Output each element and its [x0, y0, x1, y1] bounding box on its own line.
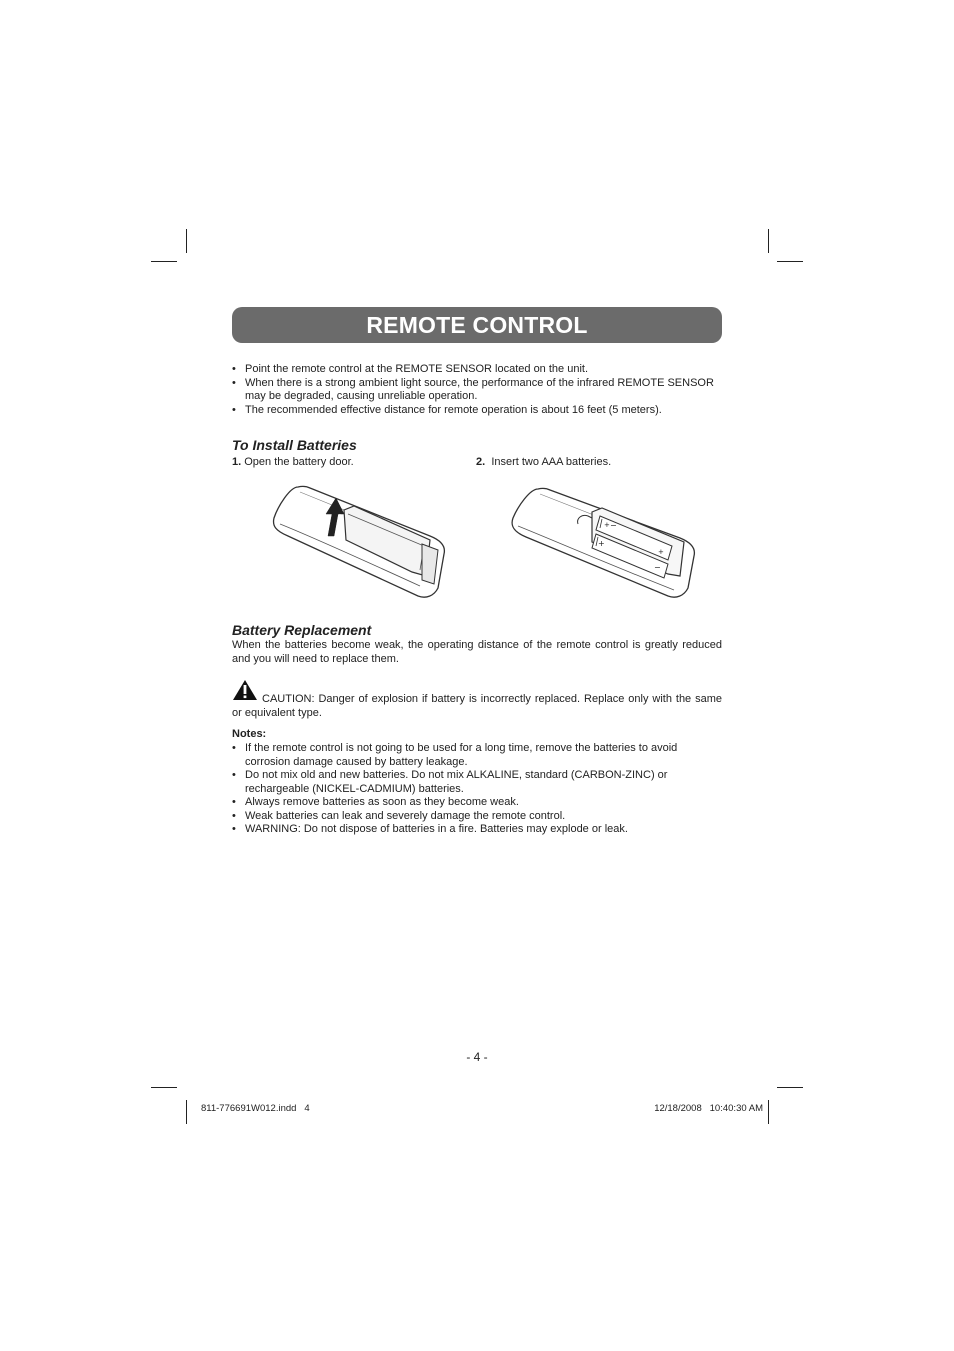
crop-mark: [777, 1087, 803, 1088]
list-item: • Weak batteries can leak and severely damage the remote control.: [232, 810, 722, 824]
svg-text:+: +: [598, 539, 605, 548]
crop-mark: [186, 229, 187, 253]
crop-mark: [768, 229, 769, 253]
crop-mark: [151, 261, 177, 262]
section-heading-install: To Install Batteries: [232, 437, 357, 453]
list-item: • The recommended effective distance for remote operation is about 16 feet (5 meters).: [232, 404, 722, 418]
footer-filename: 811-776691W012.indd 4: [201, 1103, 310, 1114]
svg-text:−: −: [610, 521, 617, 530]
list-item: • When there is a strong ambient light source, the performance of the infrared REMOTE SENSOR may be degraded, causing unreliable operation.: [232, 377, 722, 404]
remote-open-door-illustration: [270, 484, 450, 599]
page-title: REMOTE CONTROL: [366, 311, 588, 338]
step-number: 2.: [476, 456, 486, 468]
step-2: [476, 456, 611, 468]
section-heading-replacement: Battery Replacement: [232, 622, 372, 638]
list-item: • If the remote control is not going to be used for a long time, remove the batteries to avoid corrosion damage caused by battery leakage.: [232, 742, 722, 769]
caution-paragraph: [232, 693, 722, 720]
page-number: - 4 -: [466, 1050, 488, 1064]
step-text: Insert two AAA batteries.: [491, 456, 612, 468]
footer-timestamp: 12/18/2008 10:40:30 AM: [654, 1103, 763, 1114]
list-item: • Point the remote control at the REMOTE SENSOR located on the unit.: [232, 363, 722, 377]
step-number: 1.: [232, 456, 242, 468]
crop-mark: [151, 1087, 177, 1088]
svg-text:+: +: [658, 548, 664, 556]
crop-mark: [186, 1100, 187, 1124]
svg-text:−: −: [654, 563, 661, 572]
svg-text:+: +: [604, 521, 610, 529]
list-item: • WARNING: Do not dispose of batteries in a fire. Batteries may explode or leak.: [232, 823, 722, 837]
notes-bullet-list: [232, 742, 722, 837]
notes-heading: Notes:: [232, 728, 267, 740]
replacement-paragraph: When the batteries become weak, the operating distance of the remote control is greatly reduced and you will need to replace them.: [232, 639, 722, 665]
crop-mark: [768, 1100, 769, 1124]
list-item: • Always remove batteries as soon as they become weak.: [232, 796, 722, 810]
intro-bullet-list: [232, 363, 722, 417]
remote-batteries-illustration: [508, 486, 698, 601]
list-item: • Do not mix old and new batteries. Do not mix ALKALINE, standard (CARBON-ZINC) or rechargeable (NICKEL-CADMIUM) batteries.: [232, 769, 722, 796]
page-title-banner: [232, 307, 722, 343]
step-1: [232, 456, 354, 468]
caution-text: CAUTION: Danger of explosion if battery is incorrectly replaced. Replace only with the same or equivalent type.: [232, 693, 722, 719]
step-text: Open the battery door.: [244, 456, 354, 468]
crop-mark: [777, 261, 803, 262]
